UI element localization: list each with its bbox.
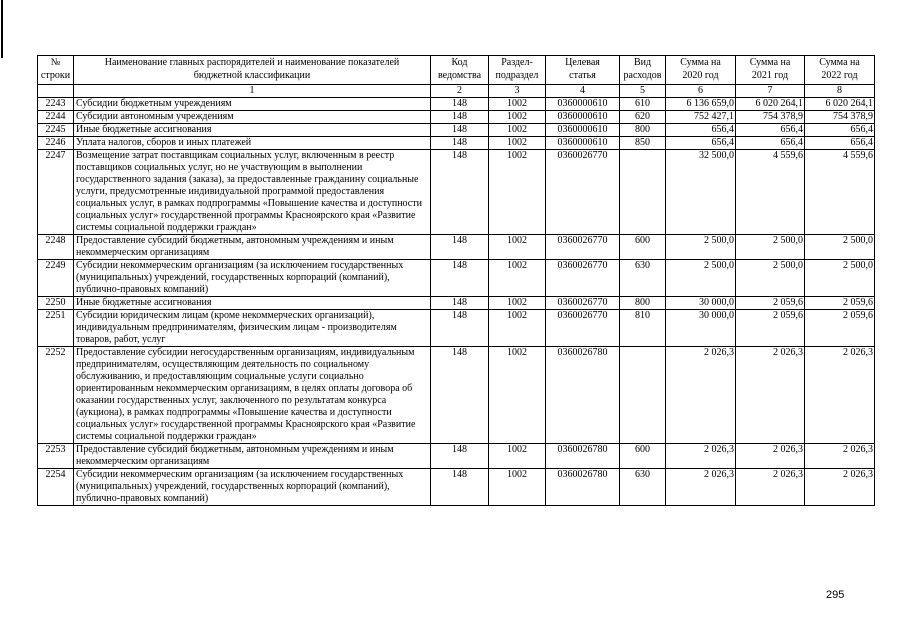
target-code: 0360026770 (546, 150, 620, 235)
sum-2021: 2 026,3 (736, 347, 805, 444)
page-number: 295 (826, 589, 845, 601)
section-code: 1002 (489, 111, 546, 124)
sum-2022: 2 026,3 (805, 444, 875, 469)
row-number: 2245 (38, 124, 74, 137)
target-code: 0360026770 (546, 235, 620, 260)
row-name: Субсидии бюджетным учреждениям (74, 98, 431, 111)
sum-2021: 2 059,6 (736, 297, 805, 310)
section-code: 1002 (489, 469, 546, 506)
column-index: 4 (546, 85, 620, 98)
row-number: 2250 (38, 297, 74, 310)
column-index: 3 (489, 85, 546, 98)
target-code: 0360026780 (546, 444, 620, 469)
sum-2021: 6 020 264,1 (736, 98, 805, 111)
section-code: 1002 (489, 297, 546, 310)
row-name: Иные бюджетные ассигнования (74, 297, 431, 310)
row-name: Субсидии некоммерческим организациям (за исключением государственных (муниципальных) учреждений, государственных корпораций (компаний), публично-правовых компаний) (74, 260, 431, 297)
sum-2022: 2 500,0 (805, 235, 875, 260)
sum-2021: 754 378,9 (736, 111, 805, 124)
table-row (38, 235, 875, 260)
expense-type: 800 (620, 297, 666, 310)
table-row (38, 297, 875, 310)
section-code: 1002 (489, 150, 546, 235)
sum-2022: 2 500,0 (805, 260, 875, 297)
expense-type: 600 (620, 235, 666, 260)
target-code: 0360026780 (546, 469, 620, 506)
target-code: 0360000610 (546, 137, 620, 150)
target-code: 0360026770 (546, 310, 620, 347)
dept-code: 148 (431, 235, 489, 260)
dept-code: 148 (431, 111, 489, 124)
sum-2020: 6 136 659,0 (666, 98, 736, 111)
row-name: Субсидии автономным учреждениям (74, 111, 431, 124)
row-number: 2243 (38, 98, 74, 111)
row-number: 2251 (38, 310, 74, 347)
dept-code: 148 (431, 469, 489, 506)
target-code: 0360000610 (546, 98, 620, 111)
target-code: 0360026770 (546, 260, 620, 297)
sum-2020: 30 000,0 (666, 297, 736, 310)
dept-code: 148 (431, 444, 489, 469)
sum-2021: 4 559,6 (736, 150, 805, 235)
sum-2021: 656,4 (736, 137, 805, 150)
expense-type: 600 (620, 444, 666, 469)
sum-2022: 656,4 (805, 124, 875, 137)
target-code: 0360000610 (546, 124, 620, 137)
sum-2020: 2 026,3 (666, 469, 736, 506)
column-index: 5 (620, 85, 666, 98)
row-name: Иные бюджетные ассигнования (74, 124, 431, 137)
header-row-no: № строки (38, 56, 74, 85)
section-code: 1002 (489, 444, 546, 469)
sum-2020: 656,4 (666, 137, 736, 150)
dept-code: 148 (431, 297, 489, 310)
row-name: Предоставление субсидий бюджетным, автономным учреждениям и иным некоммерческим организациям (74, 444, 431, 469)
sum-2020: 32 500,0 (666, 150, 736, 235)
header-section: Раздел- подраздел (489, 56, 546, 85)
column-index: 8 (805, 85, 875, 98)
column-index: 1 (74, 85, 431, 98)
sum-2021: 656,4 (736, 124, 805, 137)
table-row (38, 469, 875, 506)
sum-2020: 2 026,3 (666, 444, 736, 469)
dept-code: 148 (431, 137, 489, 150)
expense-type: 810 (620, 310, 666, 347)
row-name: Возмещение затрат поставщикам социальных услуг, включенным в реестр поставщиков социальных услуг, но не участвующим в выполнении государственного задания (заказа), за предоставленные гражданину социальные услуги, предусмотренные индивидуальной программой предоставления социальных услуг, в рамках подпрограммы «Повышение качества и доступности социальных услуг» государственной программы Красноярского края «Развитие системы социальной поддержки граждан» (74, 150, 431, 235)
expense-type: 630 (620, 260, 666, 297)
table-row (38, 260, 875, 297)
sum-2020: 2 026,3 (666, 347, 736, 444)
expense-type: 610 (620, 98, 666, 111)
section-code: 1002 (489, 310, 546, 347)
expense-type: 630 (620, 469, 666, 506)
dept-code: 148 (431, 98, 489, 111)
expense-type: 620 (620, 111, 666, 124)
section-code: 1002 (489, 347, 546, 444)
sum-2022: 2 059,6 (805, 310, 875, 347)
sum-2021: 2 026,3 (736, 469, 805, 506)
margin-rule (1, 0, 3, 58)
row-number: 2252 (38, 347, 74, 444)
sum-2020: 2 500,0 (666, 260, 736, 297)
dept-code: 148 (431, 124, 489, 137)
sum-2020: 752 427,1 (666, 111, 736, 124)
target-code: 0360026770 (546, 297, 620, 310)
expense-type (620, 150, 666, 235)
sum-2021: 2 500,0 (736, 235, 805, 260)
header-row (38, 56, 875, 85)
table-row (38, 124, 875, 137)
header-sum-2020: Сумма на 2020 год (666, 56, 736, 85)
sum-2020: 656,4 (666, 124, 736, 137)
row-name: Предоставление субсидии негосударственным организациям, индивидуальным предпринимателям, осуществляющим деятельность по социальному обслуживанию, и предоставляющим социальные услуги социально ориентированным некоммерческим организациям, в целях оплаты договора об оказании государственных услуг, заключенного по результатам конкурса (аукциона), в рамках подпрограммы «Повышение качества и доступности социальных услуг» государственной программы Красноярского края «Развитие системы социальной поддержки граждан» (74, 347, 431, 444)
sum-2022: 754 378,9 (805, 111, 875, 124)
row-number: 2253 (38, 444, 74, 469)
section-code: 1002 (489, 137, 546, 150)
sum-2022: 2 026,3 (805, 347, 875, 444)
section-code: 1002 (489, 124, 546, 137)
sum-2020: 2 500,0 (666, 235, 736, 260)
target-code: 0360000610 (546, 111, 620, 124)
table-row (38, 137, 875, 150)
row-number: 2247 (38, 150, 74, 235)
target-code: 0360026780 (546, 347, 620, 444)
row-number: 2254 (38, 469, 74, 506)
table-row (38, 444, 875, 469)
sum-2021: 2 059,6 (736, 310, 805, 347)
column-index-row (38, 85, 875, 98)
budget-table (37, 55, 875, 506)
row-name: Субсидии некоммерческим организациям (за исключением государственных (муниципальных) учреждений, государственных корпораций (компаний), публично-правовых компаний) (74, 469, 431, 506)
column-index: 7 (736, 85, 805, 98)
section-code: 1002 (489, 98, 546, 111)
row-number: 2248 (38, 235, 74, 260)
dept-code: 148 (431, 150, 489, 235)
expense-type: 800 (620, 124, 666, 137)
expense-type (620, 347, 666, 444)
sum-2022: 6 020 264,1 (805, 98, 875, 111)
section-code: 1002 (489, 235, 546, 260)
dept-code: 148 (431, 347, 489, 444)
header-expense-type: Вид расходов (620, 56, 666, 85)
sum-2020: 30 000,0 (666, 310, 736, 347)
header-target: Целевая статья (546, 56, 620, 85)
header-name: Наименование главных распорядителей и наименование показателей бюджетной классификации (74, 56, 431, 85)
column-index (38, 85, 74, 98)
column-index: 6 (666, 85, 736, 98)
table-row (38, 98, 875, 111)
header-dept-code: Код ведомства (431, 56, 489, 85)
sum-2021: 2 026,3 (736, 444, 805, 469)
row-number: 2244 (38, 111, 74, 124)
column-index: 2 (431, 85, 489, 98)
dept-code: 148 (431, 260, 489, 297)
expense-type: 850 (620, 137, 666, 150)
sum-2022: 2 026,3 (805, 469, 875, 506)
header-sum-2022: Сумма на 2022 год (805, 56, 875, 85)
table-row (38, 111, 875, 124)
sum-2022: 2 059,6 (805, 297, 875, 310)
row-name: Уплата налогов, сборов и иных платежей (74, 137, 431, 150)
table-row (38, 150, 875, 235)
table-row (38, 347, 875, 444)
row-number: 2246 (38, 137, 74, 150)
header-sum-2021: Сумма на 2021 год (736, 56, 805, 85)
row-number: 2249 (38, 260, 74, 297)
row-name: Предоставление субсидий бюджетным, автономным учреждениям и иным некоммерческим организациям (74, 235, 431, 260)
row-name: Субсидии юридическим лицам (кроме некоммерческих организаций), индивидуальным предпринимателям, физическим лицам - производителям товаров, работ, услуг (74, 310, 431, 347)
sum-2022: 4 559,6 (805, 150, 875, 235)
table-row (38, 310, 875, 347)
section-code: 1002 (489, 260, 546, 297)
sum-2021: 2 500,0 (736, 260, 805, 297)
dept-code: 148 (431, 310, 489, 347)
sum-2022: 656,4 (805, 137, 875, 150)
